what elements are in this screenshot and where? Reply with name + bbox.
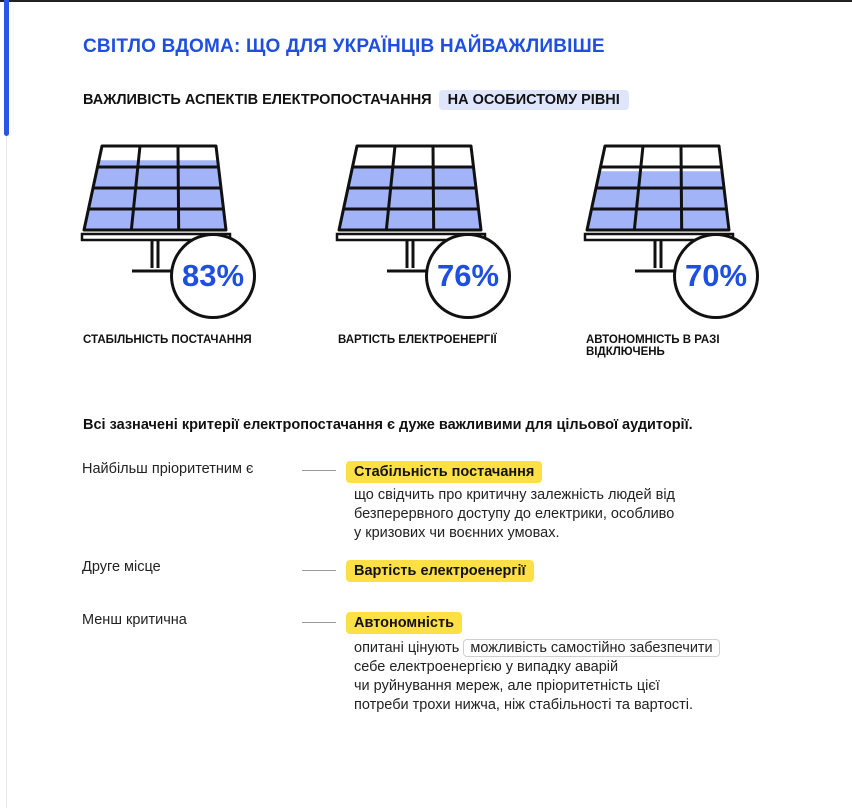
value-label: 76% <box>425 233 511 319</box>
panel-grid-line <box>433 146 434 230</box>
connector-line <box>302 470 336 471</box>
desc-line: потреби трохи нижча, ніж стабільності та вартості. <box>354 697 694 713</box>
desc-line: чи руйнування мереж, але пріоритетність цієї <box>354 678 660 694</box>
connector-line <box>302 570 336 571</box>
top-border <box>0 0 852 2</box>
desc-line <box>354 639 814 658</box>
summary-text: Всі зазначені критерії електропостачання є дуже важливими для цільової аудиторії. <box>83 417 693 433</box>
category-label: СТАБІЛЬНІСТЬ ПОСТАЧАННЯ <box>83 334 252 346</box>
value-label: 83% <box>170 233 256 319</box>
row-description <box>354 486 814 543</box>
category-label: АВТОНОМНІСТЬ В РАЗІ ВІДКЛЮЧЕНЬ <box>586 334 720 358</box>
priority-badge: Стабільність постачання <box>346 461 542 483</box>
subtitle-highlight: НА ОСОБИСТОМУ РІВНІ <box>439 90 629 110</box>
desc-pill: можливість самостійно забезпечити <box>463 639 719 657</box>
accent-bar <box>4 0 9 136</box>
desc-pre: опитані цінують <box>354 640 460 656</box>
bar-autonomy <box>585 140 775 293</box>
chart-subtitle <box>83 92 629 108</box>
bar-fill <box>587 171 729 230</box>
row-label: Друге місце <box>82 559 161 575</box>
bar-fill <box>339 166 481 230</box>
value-label: 70% <box>673 233 759 319</box>
connector-line <box>302 622 336 623</box>
priority-badge: Вартість електроенергії <box>346 560 534 582</box>
bar-stability <box>82 140 272 293</box>
panel-grid-line <box>681 146 682 230</box>
priority-badge: Автономність <box>346 612 462 634</box>
left-divider <box>6 136 7 808</box>
subtitle-main: ВАЖЛИВІСТЬ АСПЕКТІВ ЕЛЕКТРОПОСТАЧАННЯ <box>83 92 432 108</box>
desc-line: безперервного доступу до електрики, особливо <box>354 506 675 522</box>
category-label: ВАРТІСТЬ ЕЛЕКТРОЕНЕРГІЇ <box>338 334 497 346</box>
page-title: СВІТЛО ВДОМА: ЩО ДЛЯ УКРАЇНЦІВ НАЙВАЖЛИВІШЕ <box>83 36 605 57</box>
bar-fill <box>84 160 226 230</box>
row-description <box>354 639 814 715</box>
panel-grid-line <box>178 146 179 230</box>
row-label: Менш критична <box>82 612 187 628</box>
desc-line: себе електроенергією у випадку аварій <box>354 659 619 675</box>
row-label: Найбільш пріоритетним є <box>82 461 254 477</box>
bar-cost <box>337 140 527 293</box>
desc-line: що свідчить про критичну залежність людей від <box>354 487 676 503</box>
desc-line: у кризових чи воєнних умовах. <box>354 525 560 541</box>
